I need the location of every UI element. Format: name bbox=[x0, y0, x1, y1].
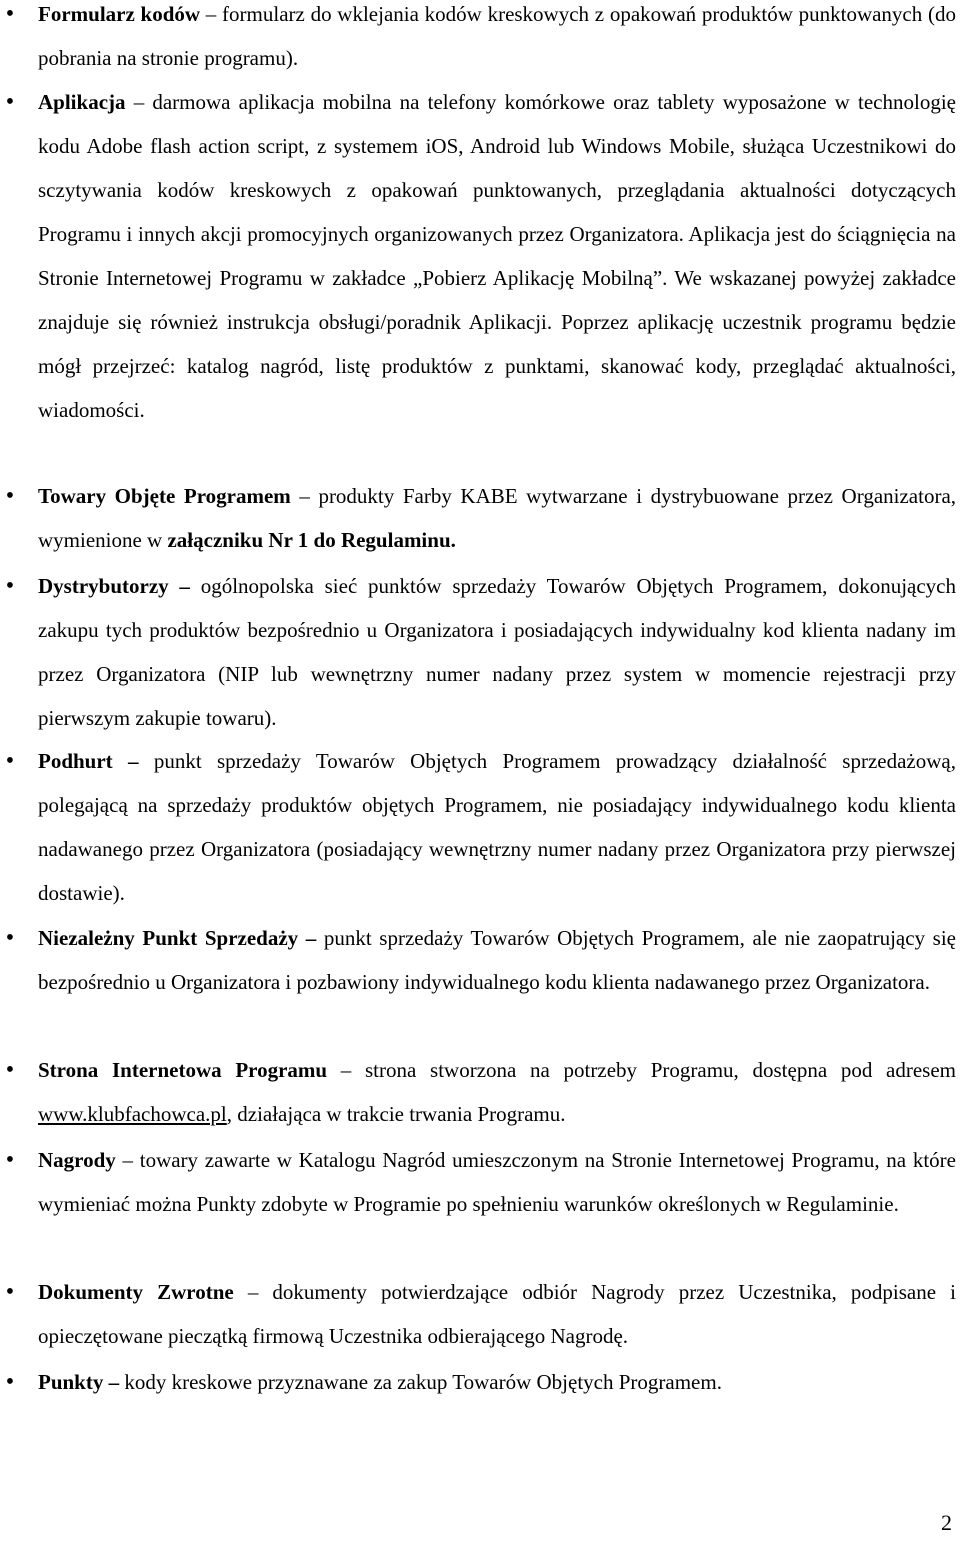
item-text bbox=[38, 474, 956, 562]
definition-strona-end: , działająca w trakcie trwania Programu. bbox=[226, 1102, 566, 1126]
item-text bbox=[38, 1270, 956, 1358]
term-towary: Towary Objęte Programem bbox=[38, 484, 291, 508]
attachment-reference: załączniku Nr 1 do Regulaminu. bbox=[167, 528, 456, 552]
page-number: 2 bbox=[941, 1510, 952, 1535]
item-text bbox=[38, 0, 956, 80]
bullet: • bbox=[5, 1147, 15, 1173]
website-link[interactable]: www.klubfachowca.pl bbox=[38, 1102, 227, 1126]
term-punkty: Punkty – bbox=[38, 1370, 120, 1394]
item-text bbox=[38, 739, 956, 915]
item-text bbox=[38, 1048, 956, 1136]
term-strona: Strona Internetowa Programu bbox=[38, 1058, 328, 1082]
bullet: • bbox=[5, 483, 15, 509]
term-nagrody: Nagrody bbox=[38, 1148, 116, 1172]
definition-aplikacja: – darmowa aplikacja mobilna na telefony komórkowe oraz tablety wyposażone w technologię kodu Adobe flash action script, z systemem iOS, Android lub Windows Mobile, służąca Uczestnikowi do sczytywania kodów kreskowych z opakowań punktowanych, przeglądania aktualności dotyczących Programu i innych akcji promocyjnych organizowanych przez Organizatora. Aplikacja jest do ściągnięcia na Stronie Internetowej Programu w zakładce „Pobierz Aplikację Mobilną”. We wskazanej powyżej zakładce znajduje się również instrukcja obsługi/poradnik Aplikacji. Poprzez aplikację uczestnik programu będzie mógł przejrzeć: katalog nagród, listę produktów z punktami, skanować kody, przeglądać aktualności, wiadomości. bbox=[38, 90, 956, 422]
bullet: • bbox=[5, 1369, 15, 1395]
bullet: • bbox=[5, 573, 15, 599]
bullet: • bbox=[5, 925, 15, 951]
definition-podhurt: punkt sprzedaży Towarów Objętych Programem prowadzący działalność sprzedażową, polegającą na sprzedaży produktów objętych Programem, nie posiadający indywidualnego kodu klienta nadawanego przez Organizatora (posiadający wewnętrzny numer nadany przez Organizatora przy pierwszej dostawie). bbox=[38, 749, 956, 905]
term-dokumenty: Dokumenty Zwrotne bbox=[38, 1280, 234, 1304]
item-text bbox=[38, 564, 956, 740]
definition-punkty: kody kreskowe przyznawane za zakup Towarów Objętych Programem. bbox=[119, 1370, 722, 1394]
bullet: • bbox=[5, 1279, 15, 1305]
term-formularz: Formularz kodów bbox=[38, 2, 201, 26]
bullet: • bbox=[5, 1, 15, 27]
term-podhurt: Podhurt – bbox=[38, 749, 139, 773]
item-text bbox=[38, 80, 956, 432]
definition-strona: – strona stworzona na potrzeby Programu, dostępna pod adresem bbox=[327, 1058, 956, 1082]
definition-niezalezny: punkt sprzedaży Towarów Objętych Programem, ale nie zaopatrujący się bezpośrednio u Organizatora i pozbawiony indywidualnego kodu klienta nadawanego przez Organizatora. bbox=[38, 926, 956, 994]
definition-dokumenty: – dokumenty potwierdzające odbiór Nagrody przez Uczestnika, podpisane i opieczętowane pieczątką firmową Uczestnika odbierającego Nagrodę. bbox=[38, 1280, 956, 1348]
term-aplikacja: Aplikacja bbox=[38, 90, 126, 114]
definition-nagrody: – towary zawarte w Katalogu Nagród umieszczonym na Stronie Internetowej Programu, na które wymieniać można Punkty zdobyte w Programie po spełnieniu warunków określonych w Regulaminie. bbox=[38, 1148, 956, 1216]
item-text bbox=[38, 1138, 956, 1226]
definition-towary: – produkty Farby KABE wytwarzane i dystrybuowane przez Organizatora, wymienione w bbox=[38, 484, 957, 552]
definition-formularz: – formularz do wklejania kodów kreskowych z opakowań produktów punktowanych (do pobrania na stronie programu). bbox=[38, 2, 956, 70]
term-dystrybutorzy: Dystrybutorzy – bbox=[38, 574, 190, 598]
item-text bbox=[38, 916, 956, 1004]
term-niezalezny: Niezależny Punkt Sprzedaży – bbox=[38, 926, 317, 950]
bullet: • bbox=[5, 89, 15, 115]
definition-dystrybutorzy: ogólnopolska sieć punktów sprzedaży Towarów Objętych Programem, dokonujących zakupu tych produktów bezpośrednio u Organizatora i posiadających indywidualny kod klienta nadany im przez Organizatora (NIP lub wewnętrzny numer nadany przez system w momencie rejestracji przy pierwszym zakupie towaru). bbox=[38, 574, 956, 730]
bullet: • bbox=[5, 1057, 15, 1083]
bullet: • bbox=[5, 748, 15, 774]
item-text bbox=[38, 1360, 956, 1404]
